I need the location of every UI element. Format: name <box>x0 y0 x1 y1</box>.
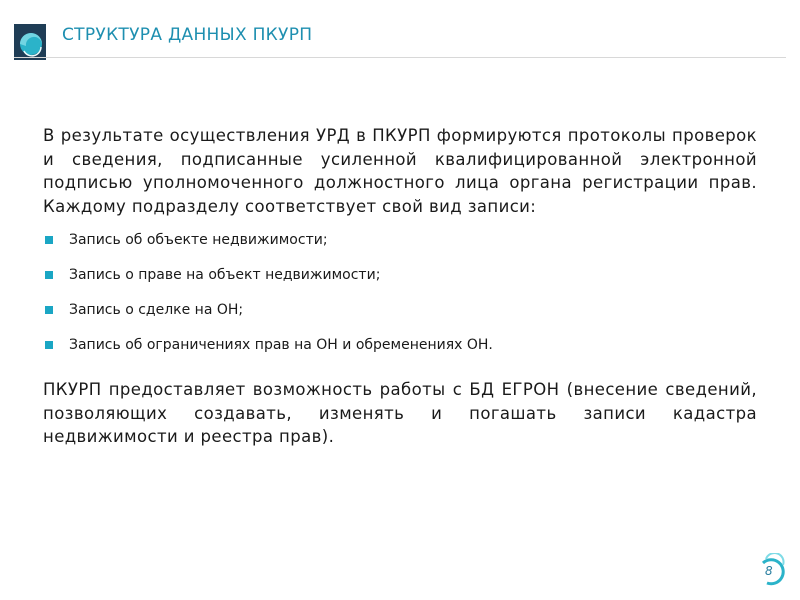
page-number: 8 <box>765 564 773 578</box>
header-divider <box>14 57 786 58</box>
page-title: СТРУКТУРА ДАННЫХ ПКУРП <box>62 25 313 45</box>
outro-paragraph: ПКУРП предоставляет возможность работы с БД ЕГРОН (внесение сведений, позволяющих создавать, изменять и погашать записи кадастра недвижимости и реестра прав). <box>43 380 757 446</box>
intro-paragraph: В результате осуществления УРД в ПКУРП формируются протоколы проверок и сведения, подписанные усиленной квалифицированной электронной подписью уполномоченного должностного лица органа регистрации прав. Каждому подразделу соответствует свой вид записи: <box>43 126 757 216</box>
list-item <box>43 300 757 335</box>
list-item <box>43 335 757 370</box>
list-item-text: Запись о праве на объект недвижимости; <box>69 267 381 283</box>
list-item <box>43 265 757 300</box>
record-types-list <box>43 230 757 370</box>
page-number-badge <box>757 553 787 587</box>
list-item-text: Запись об ограничениях прав на ОН и обременениях ОН. <box>69 337 493 353</box>
list-item <box>43 230 757 265</box>
square-bullet-icon <box>45 306 53 314</box>
square-bullet-icon <box>45 271 53 279</box>
square-bullet-icon <box>45 236 53 244</box>
list-item-text: Запись о сделке на ОН; <box>69 302 244 318</box>
list-item-text: Запись об объекте недвижимости; <box>69 232 328 248</box>
square-bullet-icon <box>45 341 53 349</box>
slide-content <box>43 124 757 449</box>
teal-swirl-logo-icon <box>14 24 46 60</box>
